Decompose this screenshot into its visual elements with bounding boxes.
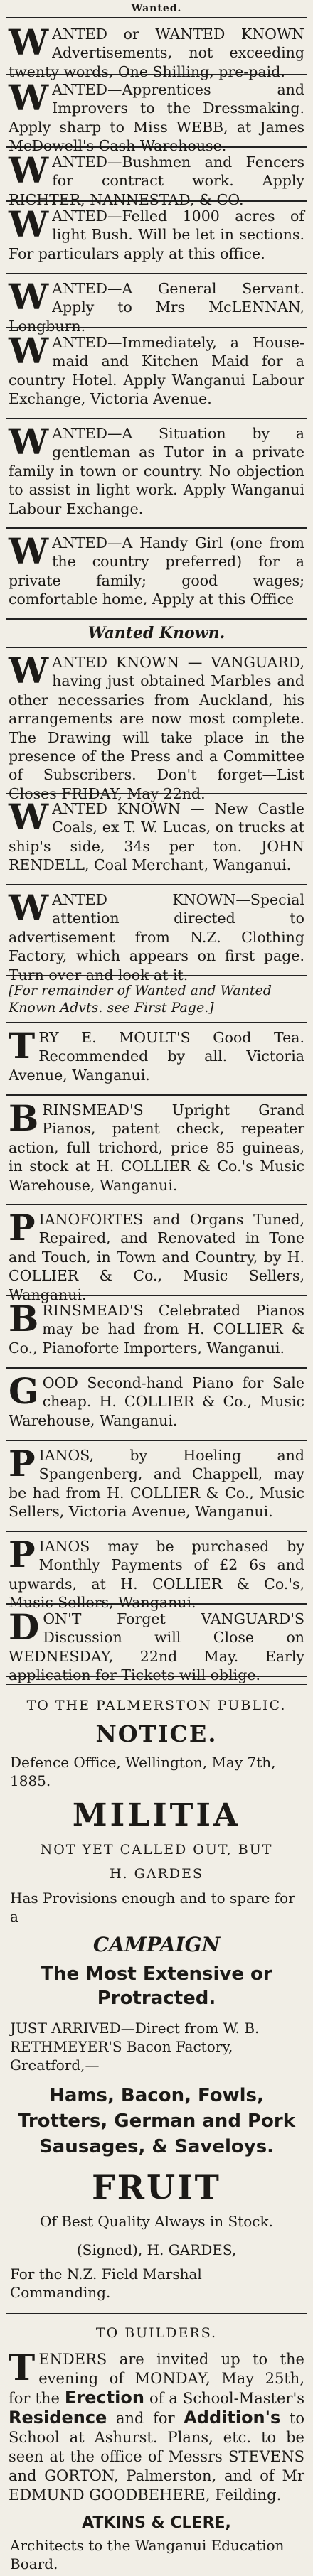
notice-quality: Of Best Quality Always in Stock. xyxy=(40,2213,273,2230)
palmerston-notice xyxy=(6,1693,307,2305)
builders-notice xyxy=(6,2321,307,2576)
notice-for: For the N.Z. Field Marshal Commanding. xyxy=(10,2265,202,2301)
misc-ad-1 xyxy=(6,1096,307,1205)
ad-text: ANTED KNOWN — New Castle Coals, ex T. W. Lucas, on trucks at ship's side, 34s per ton. JOHN RENDELL, Coal Merchant, Wanganui. xyxy=(9,800,304,874)
ad-text: ANTED—A Situation by a gentleman as Tutor in a private family in town or country. No objection to assist in light work. Apply Wanganui Labour Exchange. xyxy=(9,425,304,517)
tender-addition: Addition's xyxy=(184,2408,281,2427)
wanted-ad-5 xyxy=(6,328,307,419)
wanted-ad-4 xyxy=(6,274,307,335)
wanted-ad-0 xyxy=(6,20,307,80)
notice-signed: (Signed), H. GARDES, xyxy=(76,2241,237,2258)
drop-cap: W xyxy=(9,203,49,245)
ad-text: ANTED—Apprentices and Improvers to the Dressmaking. Apply sharp to Miss WEBB, at James McDowell's Cash Warehouse. xyxy=(9,81,304,155)
misc-ad-0 xyxy=(6,1023,307,1096)
drop-cap: T xyxy=(9,1025,36,1067)
ad-text: ANTED—A General Servant. Apply to Mrs McLENNAN, Longburn. xyxy=(9,280,304,335)
column-header: Wanted. xyxy=(131,3,182,14)
tender-text-c: and for xyxy=(107,2410,184,2427)
builders-tender xyxy=(6,2345,307,2510)
known-ad-1 xyxy=(6,794,307,885)
ad-text: ON'T Forget VANGUARD'S Discussion will Close on WEDNESDAY, 22nd May. Early application for Tickets will oblige. xyxy=(9,1610,304,1684)
drop-cap: W xyxy=(9,530,49,572)
drop-cap: W xyxy=(9,421,49,463)
ad-text: RINSMEAD'S Upright Grand Pianos, patent check, repeater action, full trichord, price 85 guineas, in stock at H. COLLIER & Co.'s Music Warehouse, Wanganui. xyxy=(9,1101,304,1194)
ad-text: ANTED—Immediately, a House-maid and Kitchen Maid for a country Hotel. Apply Wanganui Labour Exchange, Victoria Avenue. xyxy=(9,334,304,408)
ad-text: ANTED—Felled 1000 acres of light Bush. Will be let in sections. For particulars apply at this office. xyxy=(9,208,304,262)
wanted-ad-3 xyxy=(6,202,307,274)
misc-ad-3 xyxy=(6,1296,307,1369)
ad-text: ANTED or WANTED KNOWN Advertisements, not exceeding twenty words, One Shilling, pre-paid. xyxy=(9,26,304,80)
ad-text: IANOS may be purchased by Monthly Payments of £2 6s and upwards, at H. COLLIER & Co.'s, Music Sellers, Wanganui. xyxy=(9,1538,304,1612)
drop-cap: D xyxy=(9,1606,40,1648)
drop-cap: W xyxy=(9,887,49,929)
wanted-ad-7 xyxy=(6,529,307,620)
builders-firm-sub: Architects to the Wanganui Education Board. xyxy=(10,2537,285,2572)
misc-ad-7 xyxy=(6,1605,307,1684)
known-ad-0 xyxy=(6,648,307,802)
notice-name: H. GARDES xyxy=(110,1866,203,1882)
drop-cap: W xyxy=(9,650,49,691)
wanted-ad-6 xyxy=(6,419,307,529)
tender-text-a: ENDERS are invited up to the evening of MONDAY, May 25th, for the xyxy=(9,2351,304,2407)
drop-cap: B xyxy=(9,1298,39,1340)
ad-text: RINSMEAD'S Celebrated Pianos may be had from H. COLLIER & Co., Pianoforte Importers, Wanganui. xyxy=(9,1302,304,1357)
notice-dateline: Defence Office, Wellington, May 7th, 1885. xyxy=(10,1754,276,1789)
tender-erection: Erection xyxy=(64,2388,144,2408)
notice-militia: MILITIA xyxy=(72,1797,241,1833)
ad-text: IANOS, by Hoeling and Spangenberg, and Chappell, may be had from H. COLLIER & Co., Music Sellers, Victoria Avenue, Wanganui. xyxy=(9,1447,304,1521)
drop-cap: W xyxy=(9,77,49,119)
wanted-known-ads xyxy=(6,648,307,983)
wanted-ad-2 xyxy=(6,148,307,208)
misc-ad-6 xyxy=(6,1532,307,1612)
ad-text: ANTED KNOWN — VANGUARD, having just obtained Marbles and other necessaries from Auckland, his arrangements are now most complete. The Drawing will take place in the presence of the Press and a Committee of Subscribers. Don't forget—List Closes FRIDAY, May 22nd. xyxy=(9,654,304,802)
misc-ads xyxy=(6,1023,307,1684)
tender-text-d: to School at Ashurst. Plans, etc. to be seen at the office of Messrs STEVENS and GORTON, Palmerston, and of Mr EDMUND GOODBEHERE, Feilding. xyxy=(9,2410,305,2504)
notice-campaign: CAMPAIGN xyxy=(92,1933,221,1956)
drop-cap: W xyxy=(9,276,49,318)
remainder-note: [For remainder of Wanted and Wanted Known Advts. see First Page.] xyxy=(6,976,307,1023)
drop-cap: P xyxy=(9,1443,36,1484)
notice-fruit: FRUIT xyxy=(92,2168,221,2206)
misc-ad-5 xyxy=(6,1441,307,1532)
drop-cap: B xyxy=(9,1097,39,1139)
notice-arrived: JUST ARRIVED—Direct from W. B. RETHMEYER'S Bacon Factory, Greatford,— xyxy=(10,2020,260,2074)
ad-text: RY E. MOULT'S Good Tea. Recommended by all. Victoria Avenue, Wanganui. xyxy=(9,1029,304,1084)
header-rule xyxy=(6,17,307,18)
notice-hams: Hams, Bacon, Fowls, Trotters, German and Pork Sausages, & Saveloys. xyxy=(17,2085,296,2157)
tender-residence: Residence xyxy=(9,2408,107,2427)
ad-text: ANTED—Bushmen and Fencers for contract work. Apply RICHTER, NANNESTAD, & CO. xyxy=(9,153,304,208)
drop-cap: P xyxy=(9,1534,36,1575)
section-separator xyxy=(6,2312,307,2314)
drop-cap: W xyxy=(9,796,49,838)
builders-firm: ATKINS & CLERE, xyxy=(82,2514,231,2532)
misc-ad-2 xyxy=(6,1205,307,1303)
ad-text: OOD Second-hand Piano for Sale cheap. H. COLLIER & Co., Music Warehouse, Wanganui. xyxy=(9,1374,304,1429)
wanted-ads xyxy=(6,20,307,620)
drop-cap: W xyxy=(9,21,49,63)
ad-text: ANTED—A Handy Girl (one from the country preferred) for a private family; good wages; comfortable home, Apply at this Office xyxy=(9,534,304,608)
notice-provisions: Has Provisions enough and to spare for a xyxy=(10,1890,295,1925)
ad-text: IANOFORTES and Organs Tuned, Repaired, and Renovated in Tone and Touch, in Town and Country, by H. COLLIER & Co., Music Sellers, Wanganui. xyxy=(9,1211,304,1303)
notice-title: NOTICE. xyxy=(95,1720,218,1747)
notice-to: TO THE PALMERSTON PUBLIC. xyxy=(26,1698,287,1713)
tender-text-b: of a School-Master's xyxy=(144,2390,304,2407)
drop-cap: W xyxy=(9,149,49,191)
builders-header: TO BUILDERS. xyxy=(95,2325,218,2341)
notice-not-called: NOT YET CALLED OUT, BUT xyxy=(40,1842,273,1858)
wanted-known-header: Wanted Known. xyxy=(6,620,307,648)
known-ad-2 xyxy=(6,885,307,983)
misc-ad-4 xyxy=(6,1369,307,1441)
notice-most: The Most Extensive or Protracted. xyxy=(41,1963,272,2009)
drop-cap: P xyxy=(9,1207,36,1249)
ad-text: ANTED KNOWN—Special attention directed to advertisement from N.Z. Clothing Factory, which appears on first page. Turn over and look at it. xyxy=(9,891,304,983)
wanted-ad-1 xyxy=(6,75,307,155)
drop-cap: G xyxy=(9,1370,39,1412)
drop-cap: T xyxy=(9,2346,36,2388)
drop-cap: W xyxy=(9,330,49,372)
